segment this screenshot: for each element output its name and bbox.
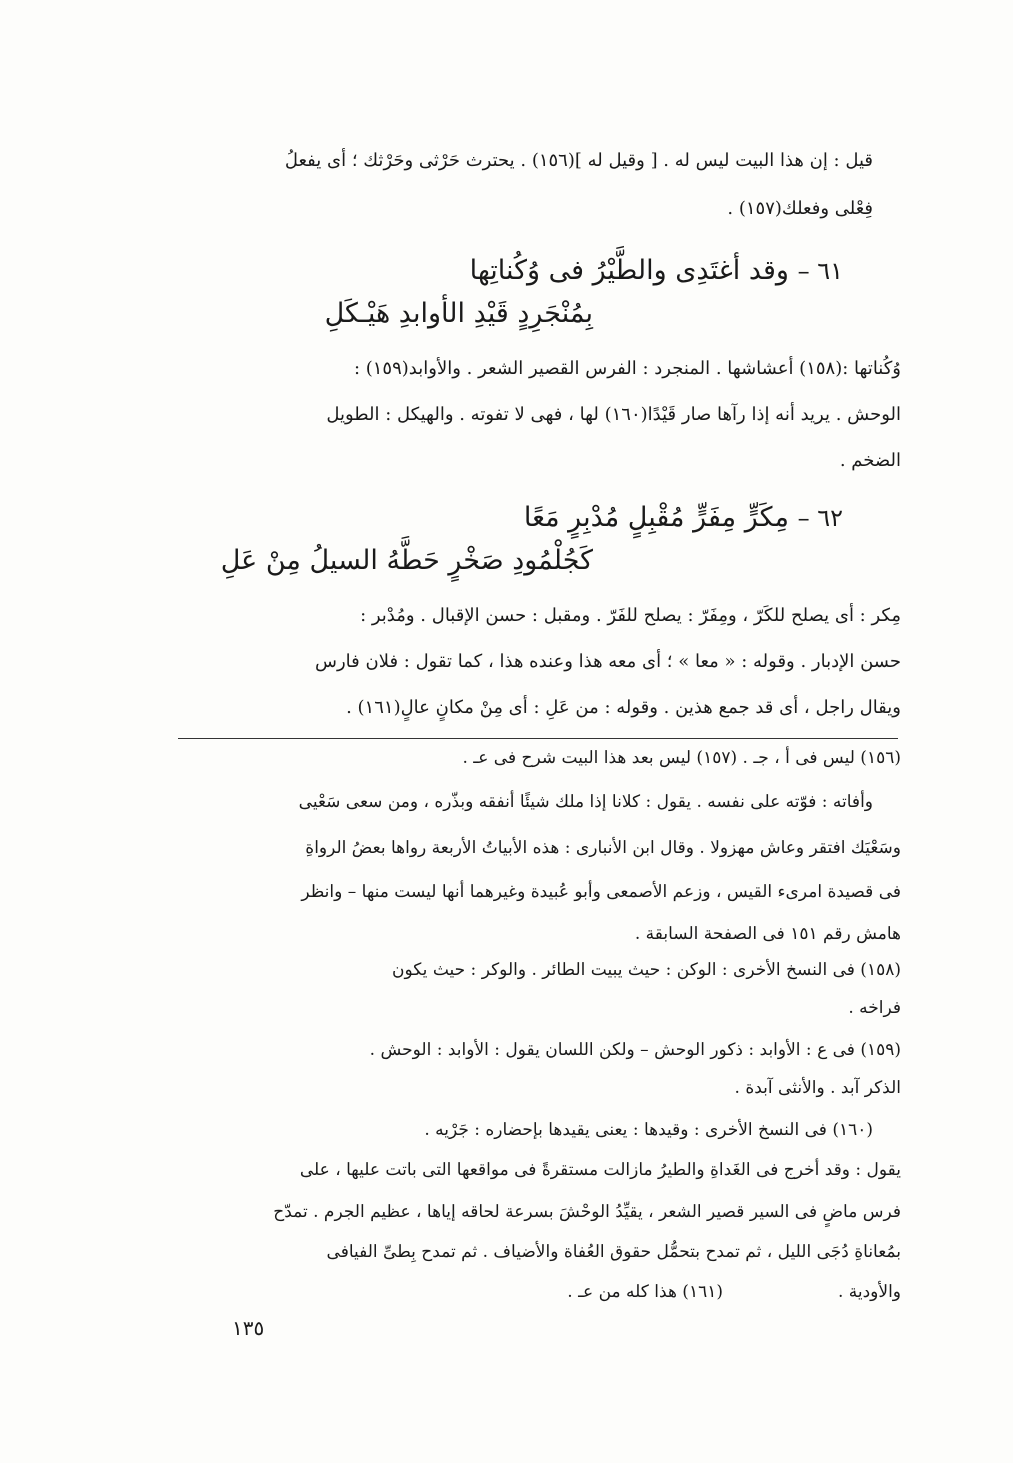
commentary-line: الضخم .	[839, 450, 901, 471]
footnote-line: فراخه .	[848, 998, 901, 1018]
commentary-line: وُكُناتها :(١٥٨) أعشاشها . المنجرد : الفرس القصير الشعر . والأوابد(١٥٩) :	[353, 358, 901, 379]
verse-62-first-hemistich	[524, 502, 843, 533]
page-number: ١٣٥	[232, 1316, 265, 1340]
footnote-line: (١٥٩) فى ع : الأوابد : ذكور الوحش – ولكن اللسان يقول : الأوابد : الوحش .	[369, 1040, 901, 1060]
verse-number: ٦١ –	[797, 257, 843, 285]
verse-number: ٦٢ –	[797, 504, 843, 532]
body-line: قيل : إن هذا البيت ليس له . [ وقيل له ](١٥٦) . يحترث حَرْثى وحَرْثك ؛ أى يفعلُ	[284, 150, 873, 171]
verse-61-first-hemistich	[470, 255, 843, 286]
footnote-line: يقول : وقد أخرج فى الغَداةِ والطيرُ مازالت مستقرةً فى مواقعها التى باتت عليها ، على	[299, 1160, 901, 1180]
footnote-line: هامش رقم ١٥١ فى الصفحة السابقة .	[634, 924, 901, 944]
verse-text: وقد أغتَدِى والطَّيْرُ فى وُكُناتِها	[469, 255, 789, 286]
footnote-line: (١٥٦) ليس فى أ ، جـ . (١٥٧) ليس بعد هذا البيت شرح فى عـ .	[462, 748, 901, 768]
footnote-line: فى قصيدة امرىء القيس ، وزعم الأصمعى وأبو عُبيدة وغيرهما أنها ليست منها – وانظر	[301, 882, 901, 902]
commentary-line: الوحش . يريد أنه إذا رآها صار قَيْدًا(١٦٠) لها ، فهى لا تفوته . والهيكل : الطويل	[326, 404, 901, 425]
footnote-rule	[178, 738, 898, 739]
commentary-line: مِكر : أى يصلح للكَرّ ، ومِفَرّ : يصلح للفَرّ . ومقبل : حسن الإقبال . ومُدْبر :	[360, 605, 901, 626]
body-line: فِعْلى وفعلك(١٥٧) .	[727, 198, 873, 219]
footnote-line: (١٦١) هذا كله من عـ .	[567, 1282, 723, 1302]
footnote-line: بمُعاناةِ دُجَى الليل ، ثم تمدح بتحمُّل حقوق العُفاة والأضياف . ثم تمدح بِطىِّ الفيافى	[326, 1242, 901, 1262]
commentary-line: حسن الإدبار . وقوله : « معا » ؛ أى معه هذا وعنده هذا ، كما تقول : فلان فارس	[315, 651, 901, 672]
commentary-line: ويقال راجل ، أى قد جمع هذين . وقوله : من عَلِ : أى مِنْ مكانٍ عالٍ(١٦١) .	[346, 697, 901, 718]
verse-62-second-hemistich: كَجُلْمُودِ صَخْرٍ حَطَّهُ السيلُ مِنْ عَلِ	[220, 545, 593, 576]
footnote-line: فرس ماضٍ فى السير قصير الشعر ، يقيِّدُ الوحْشَ بسرعة لحاقه إياها ، عظيم الجرم . تمدّح	[273, 1202, 901, 1222]
footnote-line: والأودية .	[837, 1282, 901, 1302]
verse-text: مِكَرٍّ مِفَرٍّ مُقْبِلٍ مُدْبِرٍ مَعًا	[523, 502, 789, 533]
footnote-line: وأفاته : فوّته على نفسه . يقول : كلانا إذا ملك شيئًا أنفقه وبذّره ، ومن سعى سَعْيى	[298, 792, 873, 812]
footnote-line: وسَعْيَك افتقر وعاش مهزولا . وقال ابن الأنبارى : هذه الأبياتُ الأربعة رواها بعضُ الرواةِ	[305, 838, 901, 858]
footnote-line: (١٦٠) فى النسخ الأخرى : وقيدها : يعنى يقيدها بإحضاره : جَرْيه .	[424, 1120, 873, 1140]
footnote-line: (١٥٨) فى النسخ الأخرى : الوكن : حيث يبيت الطائر . والوكر : حيث يكون	[392, 960, 901, 980]
verse-61-second-hemistich: بِمُنْجَرِدٍ قَيْدِ الأوابدِ هَيْـكَلِ	[324, 298, 593, 329]
footnote-line: الذكر آبد . والأنثى آبدة .	[734, 1078, 901, 1098]
